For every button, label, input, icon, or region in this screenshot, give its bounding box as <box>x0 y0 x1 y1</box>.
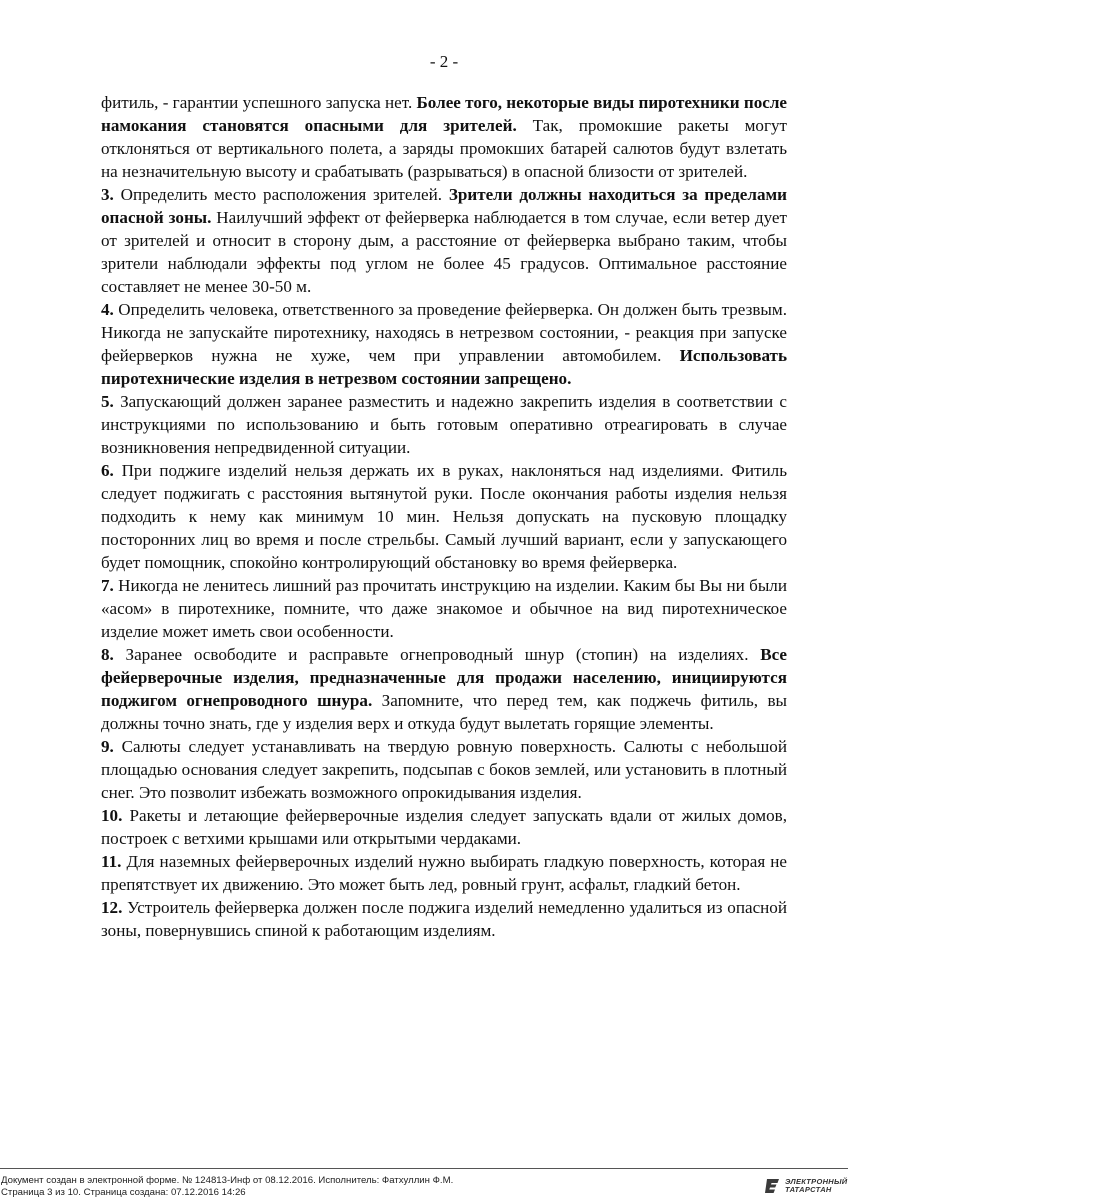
paragraph-text: Салюты следует устанавливать на твердую ровную поверхность. Салюты с небольшой площадью основания следует закрепить, подсыпав с боков землей, или установить в плотный снег. Это позволит избежать возможного опрокидывания изделия. <box>101 737 787 802</box>
item-number: 3. <box>101 185 114 204</box>
logo-line-2: ТАТАРСТАН <box>785 1185 832 1194</box>
paragraph-text: Для наземных фейерверочных изделий нужно выбирать гладкую поверхность, которая не препятствует их движению. Это может быть лед, ровный грунт, асфальт, гладкий бетон. <box>101 852 787 894</box>
item-number: 11. <box>101 852 122 871</box>
item-number: 10. <box>101 806 123 825</box>
paragraph-text: Запускающий должен заранее разместить и надежно закрепить изделия в соответствии с инструкциями по использованию и быть готовым оперативно отреагировать в случае возникновения непредвиденной ситуации. <box>101 392 787 457</box>
paragraph-bold-text: Использовать пиротехнические изделия в нетрезвом состоянии запрещено. <box>101 346 787 388</box>
paragraph-text: Определить место расположения зрителей. <box>113 185 449 204</box>
paragraph-text: При поджиге изделий нельзя держать их в руках, наклоняться над изделиями. Фитиль следует поджигать с расстояния вытянутой руки. После окончания работы изделия нельзя подходить к нему как минимум 10 мин. Нельзя допускать на пусковую площадку посторонних лиц во время и после стрельбы. Самый лучший вариант, если у запускающего будет помощник, спокойно контролирующий обстановку во время фейерверка. <box>101 461 787 572</box>
item-number: 4. <box>101 300 114 319</box>
paragraph <box>101 804 787 850</box>
paragraph <box>101 390 787 459</box>
paragraph <box>101 183 787 298</box>
footer-divider <box>0 1168 848 1169</box>
item-number: 7. <box>101 576 114 595</box>
paragraph-text: Так, промокшие ракеты могут отклоняться от вертикального полета, а заряды промокших батарей салютов будут взлетать на незначительную высоту и срабатывать (разрываться) в опасной близости от зрителей. <box>101 116 787 181</box>
item-number: 12. <box>101 898 123 917</box>
page-number: - 2 - <box>429 52 459 71</box>
item-number: 6. <box>101 461 114 480</box>
paragraph <box>101 574 787 643</box>
paragraph <box>101 850 787 896</box>
paragraph <box>101 91 787 183</box>
paragraph-text: Определить человека, ответственного за проведение фейерверка. Он должен быть трезвым. Никогда не запускайте пиротехнику, находясь в нетрезвом состоянии, - реакция при запуске фейерверков нужна не хуже, чем при управлении автомобилем. <box>101 300 787 365</box>
item-number: 5. <box>101 392 114 411</box>
paragraph-bold-text: Более того, некоторые виды пиротехники после намокания становятся опасными для зрителей. <box>101 93 788 135</box>
paragraph-bold-text: Все фейерверочные изделия, предназначенные для продажи населению, инициируются поджигом огнепроводного шнура. <box>101 645 787 710</box>
electronic-tatarstan-logo <box>764 1175 848 1197</box>
paragraph <box>101 298 787 390</box>
paragraph-text: фитиль, - гарантии успешного запуска нет. <box>101 93 417 112</box>
paragraph-text: Устроитель фейерверка должен после поджига изделий немедленно удалиться из опасной зоны, повернувшись спиной к работающим изделиям. <box>101 898 787 940</box>
paragraph <box>101 459 787 574</box>
document-body <box>101 91 787 942</box>
paragraph <box>101 735 787 804</box>
footer-line-page: Страница 3 из 10. Страница создана: 07.12.2016 14:26 <box>1 1187 246 1198</box>
paragraph-text: Наилучший эффект от фейерверка наблюдается в том случае, если ветер дует от зрителей и относит в сторону дым, а расстояние от фейерверка выбрано таким, чтобы зрители наблюдали эффекты под углом не более 45 градусов. Оптимальное расстояние составляет не менее 30-50 м. <box>101 208 787 296</box>
paragraph-text: Запомните, что перед тем, как поджечь фитиль, вы должны точно знать, где у изделия верх и откуда будут вылетать горящие элементы. <box>101 691 788 733</box>
item-number: 9. <box>101 737 114 756</box>
electronic-tatarstan-logo-icon <box>764 1177 782 1195</box>
footer-line-document: Документ создан в электронной форме. № 124813-Инф от 08.12.2016. Исполнитель: Фатхуллин Ф.М. <box>1 1175 454 1186</box>
paragraph-text: Заранее освободите и расправьте огнепроводный шнур (стопин) на изделиях. <box>113 645 761 664</box>
paragraph-bold-text: Зрители должны находиться за пределами опасной зоны. <box>101 185 788 227</box>
logo-line-1: ЭЛЕКТРОННЫЙ <box>785 1177 848 1186</box>
item-number: 8. <box>101 645 114 664</box>
paragraph-text: Ракеты и летающие фейерверочные изделия следует запускать вдали от жилых домов, построек с ветхими крышами или открытыми чердаками. <box>101 806 787 848</box>
footer-info <box>1 1175 761 1199</box>
paragraph-text: Никогда не ленитесь лишний раз прочитать инструкцию на изделии. Каким бы Вы ни были «асом» в пиротехнике, помните, что даже знакомое и обычное на вид пиротехническое изделие может иметь свои особенности. <box>101 576 787 641</box>
paragraph <box>101 896 787 942</box>
paragraph <box>101 643 787 735</box>
